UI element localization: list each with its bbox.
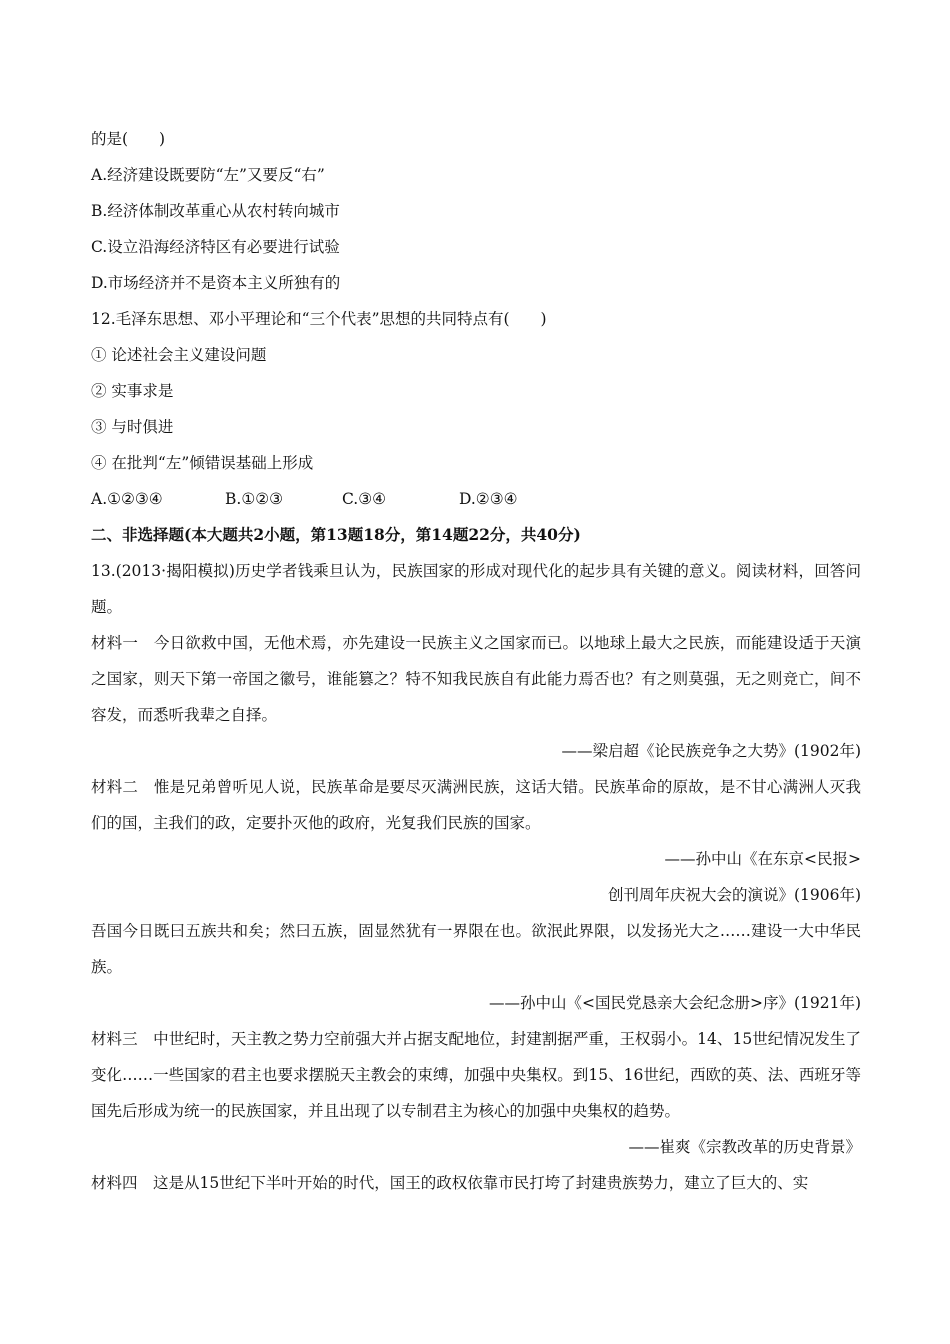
q12-choice-d: D.②③④ [459,490,518,508]
q11-option-c: C.设立沿海经济特区有必要进行试验 [91,238,340,256]
q11-stem-tail: 的是( ) [91,130,166,148]
material-4-text: 材料四 这是从15世纪下半叶开始的时代，国王的政权依靠市民打垮了封建贵族势力，建立了巨大的、实 [91,1174,809,1192]
q12-choices [91,481,861,517]
q12-choice-a: A.①②③④ [91,490,163,508]
material-2-source-line-1: ——孙中山《在东京<民报> [664,850,861,868]
q12-item-3: ③ 与时俱进 [91,418,174,436]
q12-item-1: ① 论述社会主义建设问题 [91,346,267,364]
material-2-source-2: ——孙中山《<国民党恳亲大会纪念册>序》(1921年) [488,994,861,1012]
q12-choice-b: B.①②③ [225,490,284,508]
q12-stem: 12.毛泽东思想、邓小平理论和“三个代表”思想的共同特点有( ) [91,310,547,328]
material-3-text: 材料三 中世纪时，天主教之势力空前强大并占据支配地位，封建割据严重，王权弱小。14、15世纪情况发生了变化……一些国家的君主也要求摆脱天主教会的束缚，加强中央集权。到15、16世纪，西欧的英、法、西班牙等国先后形成为统一的民族国家，并且出现了以专制君主为核心的加强中央集权的趋势。 [91,1030,861,1120]
q11-option-a: A.经济建设既要防“左”又要反“右” [91,166,325,184]
material-1-source: ——梁启超《论民族竞争之大势》(1902年) [561,742,861,760]
material-2-text-2: 吾国今日既曰五族共和矣；然曰五族，固显然犹有一界限在也。欲泯此界限，以发扬光大之……建设一大中华民族。 [91,922,861,976]
q12-item-4: ④ 在批判“左”倾错误基础上形成 [91,454,314,472]
material-1-text: 材料一 今日欲救中国，无他术焉，亦先建设一民族主义之国家而已。以地球上最大之民族，而能建设适于天演之国家，则天下第一帝国之徽号，谁能篡之？特不知我民族自有此能力焉否也？有之则莫强，无之则竞亡，间不容发，而悉听我辈之自择。 [91,634,861,724]
section-heading: 二、非选择题(本大题共2小题，第13题18分，第14题22分，共40分) [91,525,581,544]
q12-choice-c: C.③④ [342,490,387,508]
material-2-source-line-2: 创刊周年庆祝大会的演说》(1906年) [607,886,861,904]
material-2-text: 材料二 惟是兄弟曾听见人说，民族革命是要尽灭满洲民族，这话大错。民族革命的原故，是不甘心满洲人灭我们的国，主我们的政，定要扑灭他的政府，光复我们民族的国家。 [91,778,861,832]
q11-option-d: D.市场经济并不是资本主义所独有的 [91,274,341,292]
q12-item-2: ② 实事求是 [91,382,174,400]
q13-stem: 13.(2013·揭阳模拟)历史学者钱乘旦认为，民族国家的形成对现代化的起步具有关键的意义。阅读材料，回答问题。 [91,562,861,616]
q11-option-b: B.经济体制改革重心从农村转向城市 [91,202,340,220]
material-3-source: ——崔爽《宗教改革的历史背景》 [628,1138,861,1156]
document-body [91,121,861,1201]
